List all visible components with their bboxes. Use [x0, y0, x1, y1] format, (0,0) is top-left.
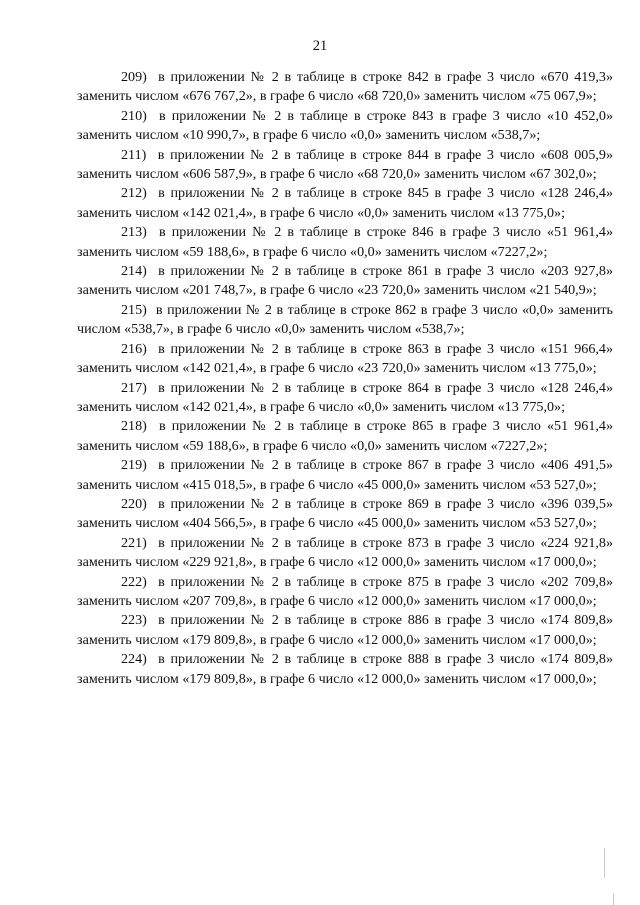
amendment-item: 217) в приложении № 2 в таблице в строке 864 в графе 3 число «128 246,4» заменить числом «142 021,4», в графе 6 число «0,0» заменить числом «13 775,0»;	[77, 379, 613, 415]
amendment-item: 220) в приложении № 2 в таблице в строке 869 в графе 3 число «396 039,5» заменить числом «404 566,5», в графе 6 число «45 000,0» заменить числом «53 527,0»;	[77, 495, 613, 532]
amendment-item: 216) в приложении № 2 в таблице в строке 863 в графе 3 число «151 966,4» заменить числом «142 021,4», в графе 6 число «23 720,0» заменить числом «13 775,0»;	[77, 340, 613, 377]
amendment-item: 218) в приложении № 2 в таблице в строке 865 в графе 3 число «51 961,4» заменить числом «59 188,6», в графе 6 число «0,0» заменить числом «7227,2»;	[77, 418, 613, 454]
amendment-item: 219) в приложении № 2 в таблице в строке 867 в графе 3 число «406 491,5» заменить числом «415 018,5», в графе 6 число «45 000,0» заменить числом «53 527,0»;	[77, 457, 613, 493]
scan-edge-mark	[613, 893, 614, 905]
amendment-item: 209) в приложении № 2 в таблице в строке 842 в графе 3 число «670 419,3» заменить числом «676 767,2», в графе 6 число «68 720,0» заменить числом «75 067,9»;	[77, 69, 613, 105]
amendment-item: 221) в приложении № 2 в таблице в строке 873 в графе 3 число «224 921,8» заменить числом «229 921,8», в графе 6 число «12 000,0» заменить числом «17 000,0»;	[77, 534, 613, 571]
amendment-item: 214) в приложении № 2 в таблице в строке 861 в графе 3 число «203 927,8» заменить числом «201 748,7», в графе 6 число «23 720,0» заменить числом «21 540,9»;	[77, 263, 613, 299]
amendment-list	[77, 68, 613, 689]
amendment-item: 215) в приложении № 2 в таблице в строке 862 в графе 3 число «0,0» заменить числом «538,7», в графе 6 число «0,0» заменить числом «538,7»;	[77, 301, 613, 338]
amendment-item: 224) в приложении № 2 в таблице в строке 888 в графе 3 число «174 809,8» заменить числом «179 809,8», в графе 6 число «12 000,0» заменить числом «17 000,0»;	[77, 651, 613, 687]
scan-edge-mark	[604, 848, 605, 878]
amendment-item: 223) в приложении № 2 в таблице в строке 886 в графе 3 число «174 809,8» заменить числом «179 809,8», в графе 6 число «12 000,0» заменить числом «17 000,0»;	[77, 612, 613, 648]
amendment-item: 210) в приложении № 2 в таблице в строке 843 в графе 3 число «10 452,0» заменить числом «10 990,7», в графе 6 число «0,0» заменить числом «538,7»;	[77, 107, 613, 144]
amendment-item: 213) в приложении № 2 в таблице в строке 846 в графе 3 число «51 961,4» заменить числом «59 188,6», в графе 6 число «0,0» заменить числом «7227,2»;	[77, 224, 613, 260]
amendment-item: 212) в приложении № 2 в таблице в строке 845 в графе 3 число «128 246,4» заменить числом «142 021,4», в графе 6 число «0,0» заменить числом «13 775,0»;	[77, 185, 613, 221]
amendment-item: 222) в приложении № 2 в таблице в строке 875 в графе 3 число «202 709,8» заменить числом «207 709,8», в графе 6 число «12 000,0» заменить числом «17 000,0»;	[77, 573, 613, 609]
page-number: 21	[312, 38, 328, 54]
amendment-item: 211) в приложении № 2 в таблице в строке 844 в графе 3 число «608 005,9» заменить числом «606 587,9», в графе 6 число «68 720,0» заменить числом «67 302,0»;	[77, 146, 613, 183]
